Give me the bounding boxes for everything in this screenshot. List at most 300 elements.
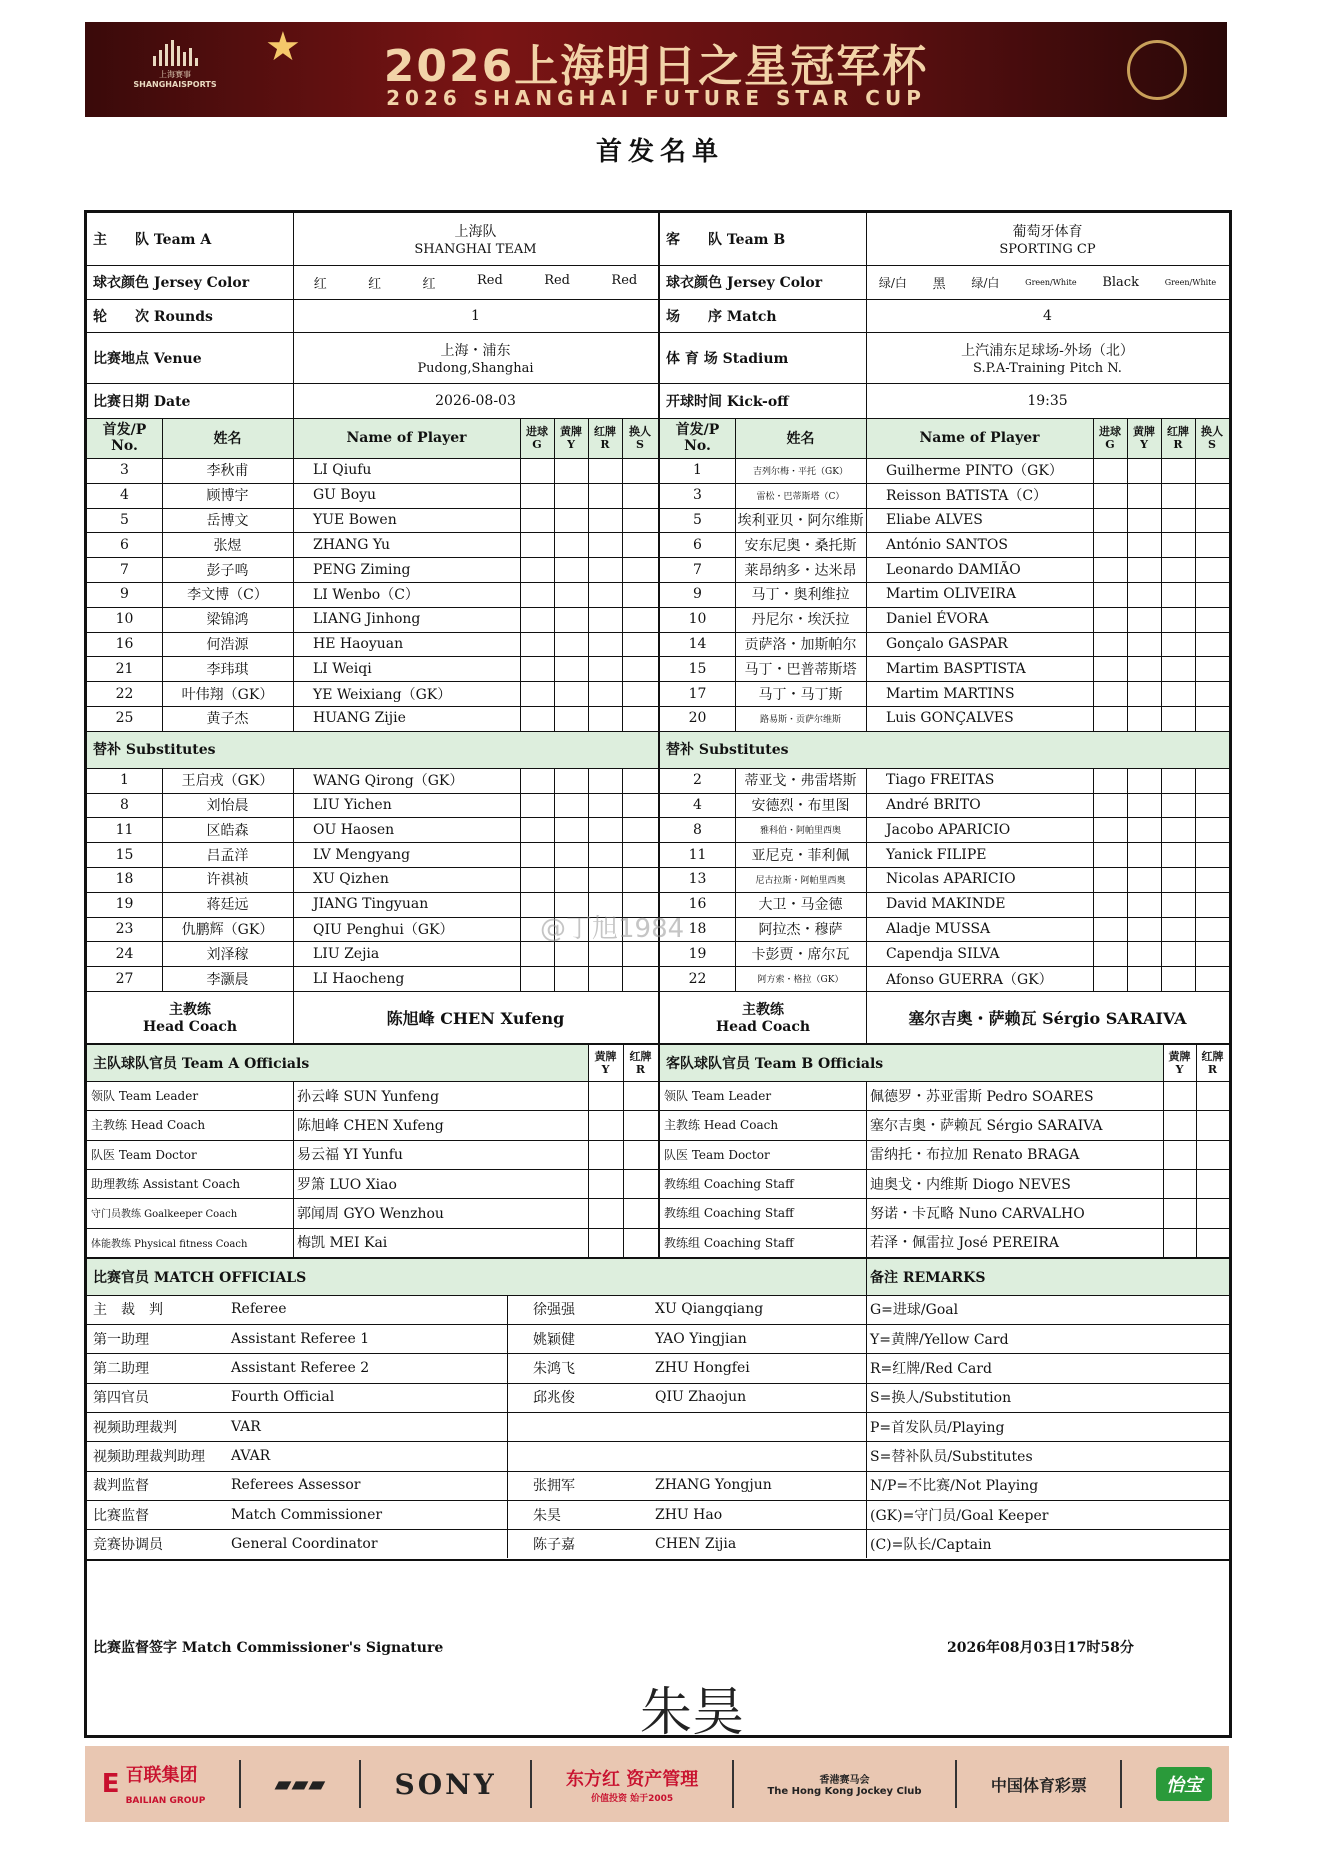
signature-time: 2026年08月03日17时58分 xyxy=(947,1639,1134,1656)
player-name-en: LV Mengyang xyxy=(313,846,411,863)
stadium-label: 体 育 场 Stadium xyxy=(666,350,789,367)
rule xyxy=(866,1081,867,1257)
kickoff-label: 开球时间 Kick-off xyxy=(666,393,789,410)
subs-label-b: 替补 Substitutes xyxy=(666,742,789,759)
official-name-b: 雷纳托・布拉加 Renato BRAGA xyxy=(870,1147,1080,1164)
player-number: 17 xyxy=(688,685,707,702)
player-name-en: António SANTOS xyxy=(886,536,1008,553)
rounds-value: 1 xyxy=(471,307,480,324)
match-official-role-cn: 视频助理裁判 xyxy=(93,1419,177,1436)
player-name-cn: 李文博（C） xyxy=(187,587,268,604)
player-name-en: LI Weiqi xyxy=(313,660,372,677)
match-official-name-cn: 姚颖健 xyxy=(533,1331,575,1348)
player-name-cn: 顾博宇 xyxy=(206,488,249,505)
rule xyxy=(293,768,294,991)
officials-b-label: 客队球队官员 Team B Officials xyxy=(666,1056,884,1072)
match-official-name-cn xyxy=(507,1441,649,1470)
official-name-a: 易云福 YI Yunfu xyxy=(297,1147,403,1164)
remark-item: S=替补队员/Substitutes xyxy=(870,1448,1033,1465)
player-name-en: Tiago FREITAS xyxy=(886,772,995,789)
subs-label-a: 替补 Substitutes xyxy=(93,742,216,759)
player-name-en: Nicolas APARICIO xyxy=(886,871,1016,888)
player-number: 15 xyxy=(688,660,707,677)
player-number: 7 xyxy=(693,561,702,578)
player-number: 9 xyxy=(120,586,129,603)
player-name-en: XU Qizhen xyxy=(313,871,389,888)
player-name-en: GU Boyu xyxy=(313,487,377,504)
player-number: 1 xyxy=(693,462,702,479)
match-official-name-cn: 张拥军 xyxy=(533,1478,575,1495)
player-name-en: Martim OLIVEIRA xyxy=(886,586,1017,603)
player-name-en: OU Haosen xyxy=(313,821,395,838)
adidas-logo-icon: ▰▰▰ xyxy=(274,1771,326,1797)
official-name-b: 塞尔吉奥・萨赖瓦 Sérgio SARAIVA xyxy=(870,1117,1103,1134)
player-number: 4 xyxy=(120,487,129,504)
player-number: 7 xyxy=(120,561,129,578)
match-official-role-cn: 视频助理裁判助理 xyxy=(93,1448,205,1465)
player-number: 18 xyxy=(115,871,134,888)
player-name-cn: 黄子杰 xyxy=(206,711,249,728)
jersey-label-b: 球衣颜色 Jersey Color xyxy=(666,275,823,291)
official-name-a: 陈旭峰 CHEN Xufeng xyxy=(297,1117,444,1134)
player-name-cn: 雷松・巴蒂斯塔（C） xyxy=(756,491,845,502)
player-number: 20 xyxy=(688,710,707,727)
official-name-a: 郭闻周 GYO Wenzhou xyxy=(297,1205,444,1222)
player-name-cn: 安德烈・布里图 xyxy=(751,797,850,814)
team-b-name: 葡萄牙体育 SPORTING CP xyxy=(999,224,1096,257)
col-stat-header: 红牌 R xyxy=(1167,425,1189,451)
match-official-role-cn: 第一助理 xyxy=(93,1331,149,1348)
remark-item: Y=黄牌/Yellow Card xyxy=(870,1331,1009,1348)
player-number: 25 xyxy=(115,710,134,727)
rule xyxy=(735,418,736,731)
official-role-a: 主教练 Head Coach xyxy=(91,1118,206,1133)
player-name-en: LI Qiufu xyxy=(313,462,372,479)
divider xyxy=(239,1760,241,1808)
match-official-role-cn: 裁判监督 xyxy=(93,1478,149,1495)
remark-item: R=红牌/Red Card xyxy=(870,1361,992,1378)
rule xyxy=(866,768,867,991)
player-number: 13 xyxy=(688,871,707,888)
remark-item: N/P=不比赛/Not Playing xyxy=(870,1478,1039,1495)
official-name-a: 梅凯 MEI Kai xyxy=(297,1235,388,1252)
match-label: 场 序 Match xyxy=(666,308,777,325)
logo-text-en: SHANGHAISPORTS xyxy=(133,80,217,89)
player-number: 6 xyxy=(693,536,702,553)
player-name-en: YUE Bowen xyxy=(313,511,397,528)
head-coach-a: 陈旭峰 CHEN Xufeng xyxy=(386,1008,565,1028)
divider xyxy=(732,1760,734,1808)
rule xyxy=(1195,418,1196,731)
officials-red-header: 红牌 R xyxy=(1201,1050,1224,1076)
player-name-en: Yanick FILIPE xyxy=(886,846,987,863)
event-banner xyxy=(85,22,1227,117)
rule xyxy=(1127,768,1128,991)
rule xyxy=(554,768,555,991)
match-official-role-en: Referee xyxy=(231,1301,287,1318)
signature-label: 比赛监督签字 Match Commissioner's Signature xyxy=(93,1639,444,1656)
player-number: 10 xyxy=(115,611,134,628)
star-icon: ★ xyxy=(265,24,301,70)
player-number: 24 xyxy=(115,945,134,962)
remark-item: S=换人/Substitution xyxy=(870,1390,1012,1407)
sponsor-sony: SONY xyxy=(394,1767,497,1801)
player-number: 22 xyxy=(115,685,134,702)
rule xyxy=(588,768,589,991)
match-official-name-cn: 朱昊 xyxy=(533,1507,561,1524)
col-stat-header: 进球 G xyxy=(1099,425,1121,451)
lineup-sheet xyxy=(84,210,1232,1738)
player-name-cn: 路易斯・贡萨尔维斯 xyxy=(759,714,841,725)
player-name-cn: 叶伟翔（GK） xyxy=(181,686,274,703)
team-a-name: 上海队 SHANGHAI TEAM xyxy=(414,224,537,257)
official-role-a: 守门员教练 Goalkeeper Coach xyxy=(91,1209,238,1221)
divider xyxy=(1120,1760,1122,1808)
rule xyxy=(658,991,660,1043)
match-official-name-en: ZHANG Yongjun xyxy=(655,1477,772,1494)
player-number: 15 xyxy=(115,846,134,863)
col-stat-header: 进球 G xyxy=(526,425,548,451)
player-name-en: JIANG Tingyuan xyxy=(313,896,429,913)
player-name-cn: 阿拉杰・穆萨 xyxy=(758,921,843,938)
match-official-role-en: AVAR xyxy=(231,1447,271,1464)
player-name-cn: 仇鹏辉（GK） xyxy=(181,921,274,938)
player-number: 21 xyxy=(115,660,134,677)
match-official-name-en xyxy=(649,1412,866,1441)
player-name-cn: 李灏晨 xyxy=(206,971,249,988)
head-coach-label-a: 主教练 Head Coach xyxy=(142,1002,238,1035)
remark-item: G=进球/Goal xyxy=(870,1302,959,1319)
player-name-cn: 王启戎（GK） xyxy=(181,773,274,790)
head-coach-label-b: 主教练 Head Coach xyxy=(715,1002,811,1035)
trophy-icon xyxy=(1127,40,1187,100)
rule xyxy=(658,418,660,991)
player-name-en: Aladje MUSSA xyxy=(886,920,991,937)
player-name-en: QIU Penghui（GK） xyxy=(313,921,454,938)
player-name-cn: 刘怡晨 xyxy=(206,797,249,814)
match-official-name-en: CHEN Zijia xyxy=(655,1535,737,1552)
player-name-en: Luis GONÇALVES xyxy=(886,710,1014,727)
player-number: 16 xyxy=(115,635,134,652)
rule xyxy=(1093,418,1094,731)
col-no-header: 首发/P No. xyxy=(102,422,147,454)
match-official-role-en: Match Commissioner xyxy=(231,1506,383,1523)
player-name-cn: 何浩源 xyxy=(206,636,249,653)
player-name-cn: 阿方索・格拉（GK） xyxy=(757,975,844,986)
player-number: 22 xyxy=(688,970,707,987)
player-name-cn: 区皓森 xyxy=(206,822,249,839)
match-official-name-en: ZHU Hongfei xyxy=(655,1360,750,1377)
rounds-label: 轮 次 Rounds xyxy=(93,308,213,325)
player-name-en: LI Haocheng xyxy=(313,970,405,987)
sponsor-cestbon: 怡宝 xyxy=(1156,1767,1212,1801)
rule xyxy=(293,213,294,418)
player-number: 11 xyxy=(115,821,134,838)
player-name-cn: 贡萨洛・加斯帕尔 xyxy=(744,636,857,653)
match-official-name-cn: 邱兆俊 xyxy=(533,1390,575,1407)
divider xyxy=(530,1760,532,1808)
rule xyxy=(162,418,163,731)
player-name-cn: 卡彭贾・席尔瓦 xyxy=(751,946,850,963)
officials-a-label: 主队球队官员 Team A Officials xyxy=(93,1056,310,1072)
player-name-en: Reisson BATISTA（C） xyxy=(886,488,1048,505)
sponsor-bailian: E 百联集团 BAILIAN GROUP xyxy=(101,1764,206,1806)
player-name-en: Afonso GUERRA（GK） xyxy=(886,971,1053,988)
player-name-en: HUANG Zijie xyxy=(313,710,406,727)
official-name-b: 佩德罗・苏亚雷斯 Pedro SOARES xyxy=(870,1088,1094,1105)
sponsor-dongfanghong: 东方红 资产管理 价值投资 始于2005 xyxy=(565,1768,699,1804)
official-name-b: 努诺・卡瓦略 Nuno CARVALHO xyxy=(870,1205,1085,1222)
player-number: 27 xyxy=(115,970,134,987)
match-official-role-cn: 主 裁 判 xyxy=(93,1302,163,1319)
player-name-en: Eliabe ALVES xyxy=(886,511,983,528)
col-stat-header: 黄牌 Y xyxy=(560,425,582,451)
official-role-a: 助理教练 Assistant Coach xyxy=(91,1177,241,1192)
match-official-role-en: Assistant Referee 2 xyxy=(231,1360,370,1377)
officials-yellow-header: 黄牌 Y xyxy=(594,1050,617,1076)
player-name-cn: 雅科伯・阿帕里西奥 xyxy=(759,826,841,837)
banner-title-cn: 2026上海明日之星冠军杯 xyxy=(383,41,929,92)
col-name-cn-header: 姓名 xyxy=(786,431,815,447)
venue-label: 比赛地点 Venue xyxy=(93,350,202,367)
rule xyxy=(623,1045,624,1257)
match-official-name-en xyxy=(649,1441,866,1470)
player-name-en: LIU Yichen xyxy=(313,796,392,813)
player-name-en: LI Wenbo（C） xyxy=(313,587,419,604)
player-number: 2 xyxy=(693,772,702,789)
player-name-cn: 李玮琪 xyxy=(206,661,249,678)
rule xyxy=(293,418,294,731)
player-number: 19 xyxy=(115,896,134,913)
player-number: 10 xyxy=(688,611,707,628)
match-official-role-cn: 第四官员 xyxy=(93,1390,149,1407)
divider xyxy=(955,1760,957,1808)
match-official-name-en: QIU Zhaojun xyxy=(655,1389,747,1406)
remarks-label: 备注 REMARKS xyxy=(870,1269,986,1286)
player-name-cn: 尼古拉斯・阿帕里西奥 xyxy=(755,875,846,886)
player-name-cn: 蒋廷远 xyxy=(206,897,249,914)
player-number: 9 xyxy=(693,586,702,603)
rule xyxy=(658,213,660,418)
player-name-cn: 吉列尔梅・平托（GK） xyxy=(753,466,848,477)
player-number: 4 xyxy=(693,796,702,813)
player-name-en: WANG Qirong（GK） xyxy=(313,773,464,790)
rule xyxy=(735,768,736,991)
rule xyxy=(1127,418,1128,731)
player-name-cn: 张煜 xyxy=(213,537,242,554)
rule xyxy=(866,418,867,731)
sponsor-jockey-club: 香港赛马会 The Hong Kong Jockey Club xyxy=(767,1775,922,1797)
banner-title-en: 2026 SHANGHAI FUTURE STAR CUP xyxy=(386,86,926,110)
match-official-role-en: Referees Assessor xyxy=(231,1477,361,1494)
rule xyxy=(554,418,555,731)
logo-text-cn: 上海赛事 xyxy=(159,70,191,79)
rule xyxy=(866,991,867,1043)
team-b-label: 客 队 Team B xyxy=(666,232,786,248)
rule xyxy=(162,768,163,991)
official-role-a: 领队 Team Leader xyxy=(91,1089,199,1104)
player-number: 8 xyxy=(693,821,702,838)
rule xyxy=(1196,1045,1197,1257)
head-coach-b: 塞尔吉奥・萨赖瓦 Sérgio SARAIVA xyxy=(908,1008,1187,1028)
match-official-name-cn: 陈子嘉 xyxy=(533,1536,575,1553)
official-role-b: 教练组 Coaching Staff xyxy=(664,1177,794,1192)
match-official-name-cn: 徐强强 xyxy=(533,1302,575,1319)
player-name-cn: 丹尼尔・埃沃拉 xyxy=(751,612,850,629)
player-number: 6 xyxy=(120,536,129,553)
stadium-value: 上汽浦东足球场-外场（北） S.P.A-Training Pitch N. xyxy=(961,342,1134,376)
player-name-en: Guilherme PINTO（GK） xyxy=(886,463,1063,480)
player-name-cn: 亚尼克・菲利佩 xyxy=(751,847,850,864)
player-name-en: ZHANG Yu xyxy=(313,536,390,553)
official-role-b: 队医 Team Doctor xyxy=(664,1147,770,1162)
player-name-cn: 彭子鸣 xyxy=(206,562,249,579)
rule xyxy=(520,418,521,731)
player-name-cn: 埃利亚贝・阿尔维斯 xyxy=(737,512,864,529)
player-name-cn: 马丁・奥利维拉 xyxy=(751,587,850,604)
official-name-b: 迪奥戈・内维斯 Diogo NEVES xyxy=(870,1176,1071,1193)
match-official-name-en: YAO Yingjian xyxy=(655,1330,747,1347)
match-official-name-en: XU Qiangqiang xyxy=(655,1301,764,1318)
player-name-en: Martim BASPTISTA xyxy=(886,660,1026,677)
venue-value: 上海・浦东 Pudong,Shanghai xyxy=(417,342,534,376)
match-official-name-cn xyxy=(507,1412,649,1441)
jersey-colors-a: 红 红 红 Red Red Red xyxy=(313,272,638,292)
player-number: 5 xyxy=(120,511,129,528)
player-name-en: PENG Ziming xyxy=(313,561,411,578)
official-role-a: 队医 Team Doctor xyxy=(91,1147,197,1162)
rule xyxy=(520,768,521,991)
player-name-cn: 岳博文 xyxy=(206,512,249,529)
rule xyxy=(507,1295,508,1559)
jersey-colors-b: 绿/白 黑 绿/白 Green/White Black Green/White xyxy=(878,274,1217,292)
match-official-role-cn: 比赛监督 xyxy=(93,1507,149,1524)
official-name-a: 罗箫 LUO Xiao xyxy=(297,1176,397,1193)
match-official-role-en: VAR xyxy=(231,1418,261,1435)
sponsor-bar xyxy=(85,1746,1229,1822)
signature-image: 朱昊 xyxy=(640,1683,745,1743)
officials-red-header: 红牌 R xyxy=(629,1050,652,1076)
match-value: 4 xyxy=(1043,307,1052,324)
player-name-cn: 马丁・巴普蒂斯塔 xyxy=(744,661,857,678)
col-stat-header: 换人 S xyxy=(629,425,651,451)
player-name-en: Leonardo DAMIÃO xyxy=(886,561,1021,578)
player-number: 11 xyxy=(688,846,707,863)
col-no-header: 首发/P No. xyxy=(675,422,720,454)
player-number: 18 xyxy=(688,920,707,937)
rule xyxy=(293,1081,294,1257)
rule xyxy=(658,1045,660,1257)
player-number: 3 xyxy=(693,487,702,504)
match-official-name-en: ZHU Hao xyxy=(655,1506,723,1523)
player-name-cn: 大卫・马金德 xyxy=(758,897,843,914)
sponsor-lottery: 中国体育彩票 xyxy=(990,1775,1087,1795)
rule xyxy=(588,1045,589,1257)
jersey-label-a: 球衣颜色 Jersey Color xyxy=(93,275,250,291)
rule xyxy=(1093,768,1094,991)
player-name-en: Gonçalo GASPAR xyxy=(886,635,1008,652)
document-title: 首发名单 xyxy=(595,137,724,167)
col-name-en-header: Name of Player xyxy=(346,430,467,446)
player-name-en: HE Haoyuan xyxy=(313,635,404,652)
match-official-role-cn: 第二助理 xyxy=(93,1361,149,1378)
remark-item: P=首发队员/Playing xyxy=(870,1419,1005,1436)
match-official-role-en: Assistant Referee 1 xyxy=(231,1330,370,1347)
rule xyxy=(293,991,294,1043)
player-name-cn: 许祺祯 xyxy=(206,872,249,889)
watermark: @丁旭1984 xyxy=(540,914,685,944)
player-name-cn: 马丁・马丁斯 xyxy=(758,686,843,703)
player-name-en: Martim MARTINS xyxy=(886,685,1015,702)
player-number: 23 xyxy=(115,920,134,937)
rule xyxy=(1163,1045,1164,1257)
official-role-b: 领队 Team Leader xyxy=(664,1089,772,1104)
col-name-en-header: Name of Player xyxy=(919,430,1040,446)
rule xyxy=(622,768,623,991)
date-value: 2026-08-03 xyxy=(435,392,516,409)
date-label: 比赛日期 Date xyxy=(93,393,191,410)
col-stat-header: 黄牌 Y xyxy=(1133,425,1155,451)
team-a-label: 主 队 Team A xyxy=(93,232,212,248)
remark-item: (C)=队长/Captain xyxy=(870,1536,992,1553)
player-number: 19 xyxy=(688,945,707,962)
player-name-en: André BRITO xyxy=(886,796,981,813)
player-name-cn: 梁锦鸿 xyxy=(206,612,249,629)
player-name-en: David MAKINDE xyxy=(886,896,1006,913)
kickoff-value: 19:35 xyxy=(1027,392,1068,409)
rule xyxy=(1195,768,1196,991)
player-number: 16 xyxy=(688,896,707,913)
official-role-b: 主教练 Head Coach xyxy=(664,1118,779,1133)
player-name-cn: 吕孟洋 xyxy=(206,847,249,864)
official-role-b: 教练组 Coaching Staff xyxy=(664,1206,794,1221)
officials-yellow-header: 黄牌 Y xyxy=(1168,1050,1191,1076)
divider xyxy=(359,1760,361,1808)
rule xyxy=(622,418,623,731)
player-name-en: Jacobo APARICIO xyxy=(886,821,1011,838)
player-name-en: Capendja SILVA xyxy=(886,945,1000,962)
match-official-role-cn: 竞赛协调员 xyxy=(93,1536,163,1553)
player-name-en: Daniel ÉVORA xyxy=(886,611,989,628)
player-number: 14 xyxy=(688,635,707,652)
player-name-cn: 莱昂纳多・达米昂 xyxy=(744,562,857,579)
match-official-name-cn: 朱鸿飞 xyxy=(533,1361,575,1378)
player-name-en: LIANG Jinhong xyxy=(313,611,421,628)
rule xyxy=(866,1259,867,1559)
player-number: 8 xyxy=(120,796,129,813)
player-name-en: LIU Zejia xyxy=(313,945,380,962)
player-name-en: YE Weixiang（GK） xyxy=(313,686,452,703)
match-official-role-en: Fourth Official xyxy=(231,1389,335,1406)
player-name-cn: 安东尼奥・桑托斯 xyxy=(744,537,857,554)
rule xyxy=(1161,418,1162,731)
player-number: 3 xyxy=(120,462,129,479)
official-role-b: 教练组 Coaching Staff xyxy=(664,1235,794,1250)
rule xyxy=(1161,768,1162,991)
official-name-a: 孙云峰 SUN Yunfeng xyxy=(297,1088,440,1105)
remark-item: (GK)=守门员/Goal Keeper xyxy=(870,1507,1049,1524)
player-name-cn: 蒂亚戈・弗雷塔斯 xyxy=(744,773,857,790)
col-stat-header: 换人 S xyxy=(1201,425,1223,451)
match-official-role-en: General Coordinator xyxy=(231,1535,378,1552)
rule xyxy=(588,418,589,731)
player-name-cn: 李秋甫 xyxy=(206,463,249,480)
col-name-cn-header: 姓名 xyxy=(213,431,242,447)
player-number: 5 xyxy=(693,511,702,528)
sponsor-adidas xyxy=(275,1772,326,1797)
player-number: 1 xyxy=(120,772,129,789)
match-officials-label: 比赛官员 MATCH OFFICIALS xyxy=(93,1269,307,1286)
